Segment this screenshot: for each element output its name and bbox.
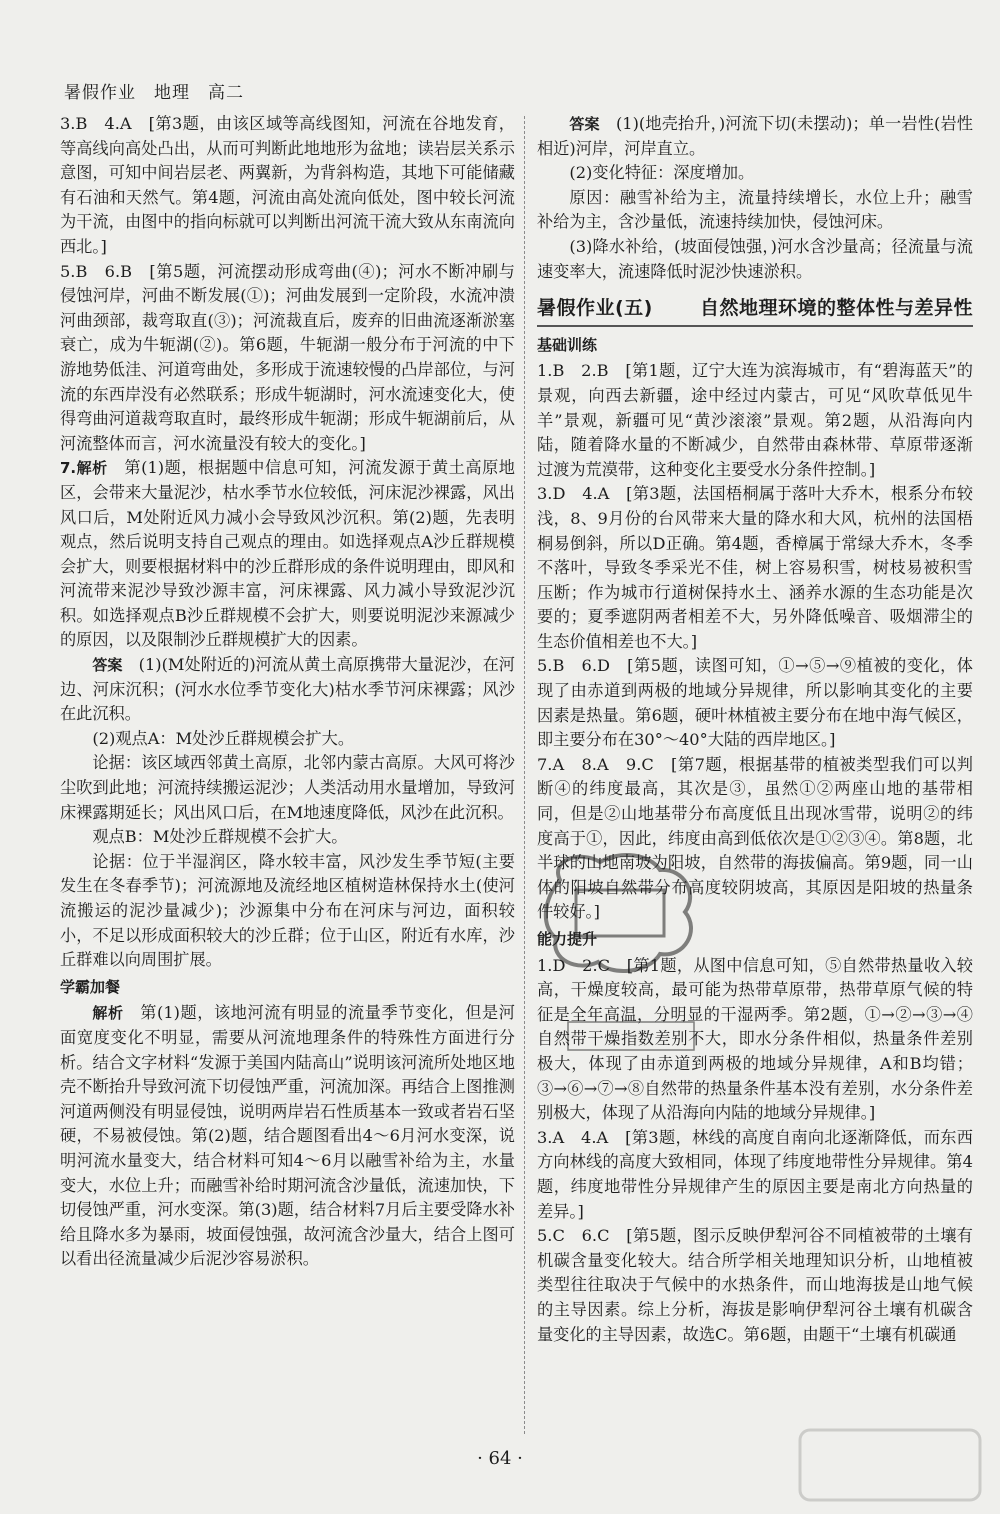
- stamp-seal: [540, 850, 700, 980]
- section-heading-number: 暑假作业(五): [537, 297, 653, 320]
- answer-text: 3.B 4.A [第3题，由该区域等高线图知，河流在谷地发育，等高线向高处凸出，从而可判断此地地形为盆地；读岩层关系示意图，可知中间岩层老、两翼新，为背斜构造，其地下可能储藏有石油和天然气。第4题，河流由高处流向低处，图中较长河流为干流，由图中的指向标就可以判断出河流干流大致从东南流向西北。]: [60, 114, 515, 256]
- page-number: · 64 ·: [477, 1448, 523, 1469]
- answer-paragraph: [60, 850, 515, 973]
- answer-text: 论据：位于半湿润区，降水较丰富，风沙发生季节短(主要发生在冬春季节)；河流源地及流经地区植树造林保持水土(使河流搬运的泥沙量减少)；沙源集中分布在河床与河边，面积较小，不足以形成面积较大的沙丘群；位于山区，附近有水库，沙丘群难以向周围扩展。: [60, 851, 515, 970]
- answer-label: 答案: [92, 656, 123, 675]
- column-divider: [524, 116, 525, 1434]
- answer-text: (2)变化特征：深度增加。: [569, 163, 755, 183]
- answer-paragraph: [60, 653, 515, 727]
- subheading: 学霸加餐: [60, 977, 121, 996]
- answer-text: (3)降水补给，(坡面侵蚀强，)河水含沙量高；径流量与流速变率大，流速降低时泥沙快速淤积。: [537, 236, 973, 281]
- answer-text: 论据：该区域西邻黄土高原，北邻内蒙古高原。大风可将沙尘吹到此地；河流持续搬运泥沙；人类活动用水量增加，导致河床裸露期延长；风出风口后，在M地速度降低，风沙在此沉积。: [60, 753, 515, 822]
- answer-paragraph: [60, 1001, 515, 1272]
- answer-text: 3.D 4.A [第3题，法国梧桐属于落叶大乔木，根系分布较浅，8、9月份的台风带来大量的降水和大风，杭州的法国梧桐易倒斜，所以D正确。第4题，香樟属于常绿大乔木，冬季不落叶，导致冬季采光不佳，树上容易积雪，树枝易被积雪压断；作为城市行道树保持水土、涵养水源的生态功能是次要的；夏季遮阴两者相差不大，另外降低噪音、吸烟滞尘的生态价值相差也不大。]: [537, 484, 973, 651]
- answer-label: 答案: [569, 115, 600, 133]
- answer-text: 1.B 2.B [第1题，辽宁大连为滨海城市，有“碧海蓝天”的景观，向西去新疆，途中经过内蒙古，可见“风吹草低见牛羊”景观，新疆可见“黄沙滚滚”景观。第2题，从沿海向内陆，随着降水量的不断减少，自然带由森林带、草原带逐渐过渡为荒漠带，这种变化主要受水分条件控制。]: [537, 361, 973, 479]
- answer-paragraph: [60, 751, 515, 825]
- answer-text: (1)(M处附近的)河流从黄土高原携带大量泥沙，在河边、河床沉积；(河水水位季节变化大)枯水季节河床裸露；风沙在此沉积。: [60, 655, 515, 724]
- answer-label: 7.解析: [60, 459, 108, 478]
- answer-paragraph: [537, 1224, 973, 1347]
- left-column: [60, 112, 515, 1272]
- answer-paragraph: [537, 1126, 973, 1224]
- answer-paragraph: [60, 112, 515, 260]
- subheading: 基础训练: [537, 335, 598, 354]
- answer-text: (2)观点A：M处沙丘群规模会扩大。: [92, 728, 355, 748]
- answer-text: 7.A 8.A 9.C [第7题，根据基带的植被类型我们可以判断④的纬度最高，其次是③，虽然①②两座山地的基带相同，但是②山地基带分布高度低且出现冰雪带，说明②的纬度高于①，因此，纬度由高到低依次是①②③④。第8题，北半球的山地南坡为阳坡，自然带的海拔偏高。第9题，同一山体的阳坡自然带分布高度较阴坡高，其原因是阳坡的热量条件较好。]: [537, 754, 973, 922]
- answer-text: (1)(地壳抬升，)河流下切(未摆动)；单一岩性(岩性相近)河岸，河岸直立。: [537, 114, 973, 158]
- answer-label: 解析: [92, 1004, 124, 1023]
- answer-text: 第(1)题，该地河流有明显的流量季节变化，但是河面宽度变化不明显，需要从河流地理条件的特殊性方面进行分析。结合文字材料“发源于美国内陆高山”说明该河流所处地区地壳不断抬升导致河流下切侵蚀严重，河流加深。再结合上图推测河道两侧没有明显侵蚀，说明两岸岩石性质基本一致或者岩石坚硬，不易被侵蚀。第(2)题，结合题图看出4～6月河水变深，说明河流水量变大，结合材料可知4～6月以融雪补给为主，水量变大，水位上升；而融雪补给时期河流含沙量低，流速加快，下切侵蚀严重，河水变深。第(3)题，结合材料7月后主要受降水补给且降水多为暴雨，坡面侵蚀强，故河流含沙量大，结合上图可以看出径流量减少后泥沙容易淤积。: [60, 1003, 515, 1269]
- answer-paragraph: [537, 186, 973, 235]
- answer-paragraph: [60, 456, 515, 653]
- answer-text: 原因：融雪补给为主，流量持续增长，水位上升；融雪补给为主，含沙量低，流速持续加快，侵蚀河床。: [537, 187, 973, 232]
- watermark-logo: [790, 1420, 990, 1510]
- answer-paragraph: [537, 161, 973, 186]
- section-heading: [537, 296, 973, 327]
- answer-paragraph: [60, 727, 515, 752]
- answer-text: 5.B 6.B [第5题，河流摆动形成弯曲(④)；河水不断冲刷与侵蚀河岸，河曲不断发展(①)；河曲发展到一定阶段，水流冲溃河曲颈部，裁弯取直(③)；河流裁直后，废弃的旧曲流逐渐淤塞衰亡，成为牛轭湖(②)。第6题，牛轭湖一般分布于河流的中下游地势低洼、河道弯曲处，多形成于流速较慢的凸岸部位，与河流的东西岸没有必然联系；形成牛轭湖时，河水流速变化大，使得弯曲河道裁弯取直时，最终形成牛轭湖；形成牛轭湖前后，从河流整体而言，河水流量没有较大的变化。]: [60, 261, 515, 453]
- answer-text: 第(1)题，根据题中信息可知，河流发源于黄土高原地区，会带来大量泥沙，枯水季节水位较低，河床泥沙裸露，风出风口后，M处附近风力减小会导致风沙沉积。第(2)题，先表明观点，然后说明支持自己观点的理由。如选择观点A沙丘群规模会扩大，则要根据材料中的沙丘群形成的条件说明理由，即风和河流带来泥沙导致沙源丰富，河床裸露、风力减小导致泥沙沉积。如选择观点B沙丘群规模不会扩大，则要说明泥沙来源减少的原因，以及限制沙丘群规模扩大的因素。: [60, 458, 515, 650]
- answer-text: 观点B：M处沙丘群规模不会扩大。: [92, 827, 348, 847]
- right-column: [537, 112, 973, 1347]
- answer-paragraph: [537, 482, 973, 654]
- answer-text: 5.B 6.D [第5题，读图可知，①→⑤→⑨植被的变化，体现了由赤道到两极的地域分异规律，所以影响其变化的主要因素是热量。第6题，硬叶林植被主要分布在地中海气候区，即主要分布在30°～40°大陆的西岸地区。]: [537, 656, 973, 750]
- answer-paragraph: [60, 260, 515, 457]
- answer-text: 1.D 2.C [第1题，从图中信息可知，⑤自然带热量收入较高，干燥度较高，最可能为热带草原带，热带草原气候的特征是全年高温，分明显的干湿两季。第2题，①→②→③→④自然带干燥指数差别不大，即水分条件相似，热量条件差别极大，体现了由赤道到两极的地域分异规律，A和B均错；③→⑥→⑦→⑧自然带的热量条件基本没有差别，水分条件差别极大，体现了从沿海向内陆的地域分异规律。]: [537, 955, 973, 1123]
- answer-paragraph: [537, 112, 973, 161]
- answer-paragraph: [60, 825, 515, 850]
- answer-text: 5.C 6.C [第5题，图示反映伊犁河谷不同植被带的土壤有机碳含量变化较大。结合所学相关地理知识分析，山地植被类型往往取决于气候中的水热条件，而山地海拔是山地气候的主导因素。综上分析，海拔是影响伊犁河谷土壤有机碳含量变化的主导因素，故选C。第6题，由题干“土壤有机碳通: [537, 1226, 973, 1344]
- answer-text: 3.A 4.A [第3题，林线的高度自南向北逐渐降低，而东西方向林线的高度大致相同，体现了纬度地带性分异规律。第4题，纬度地带性分异规律产生的原因主要是南北方向热量的差异。]: [537, 1127, 973, 1221]
- stamp-label: [566, 1018, 696, 1054]
- subheading: 能力提升: [537, 930, 598, 948]
- answer-paragraph: [537, 235, 973, 284]
- section-heading-title: 自然地理环境的整体性与差异性: [699, 297, 973, 320]
- page-header: 暑假作业 地理 高二: [64, 83, 244, 103]
- answer-paragraph: [537, 654, 973, 752]
- answer-paragraph: [537, 359, 973, 482]
